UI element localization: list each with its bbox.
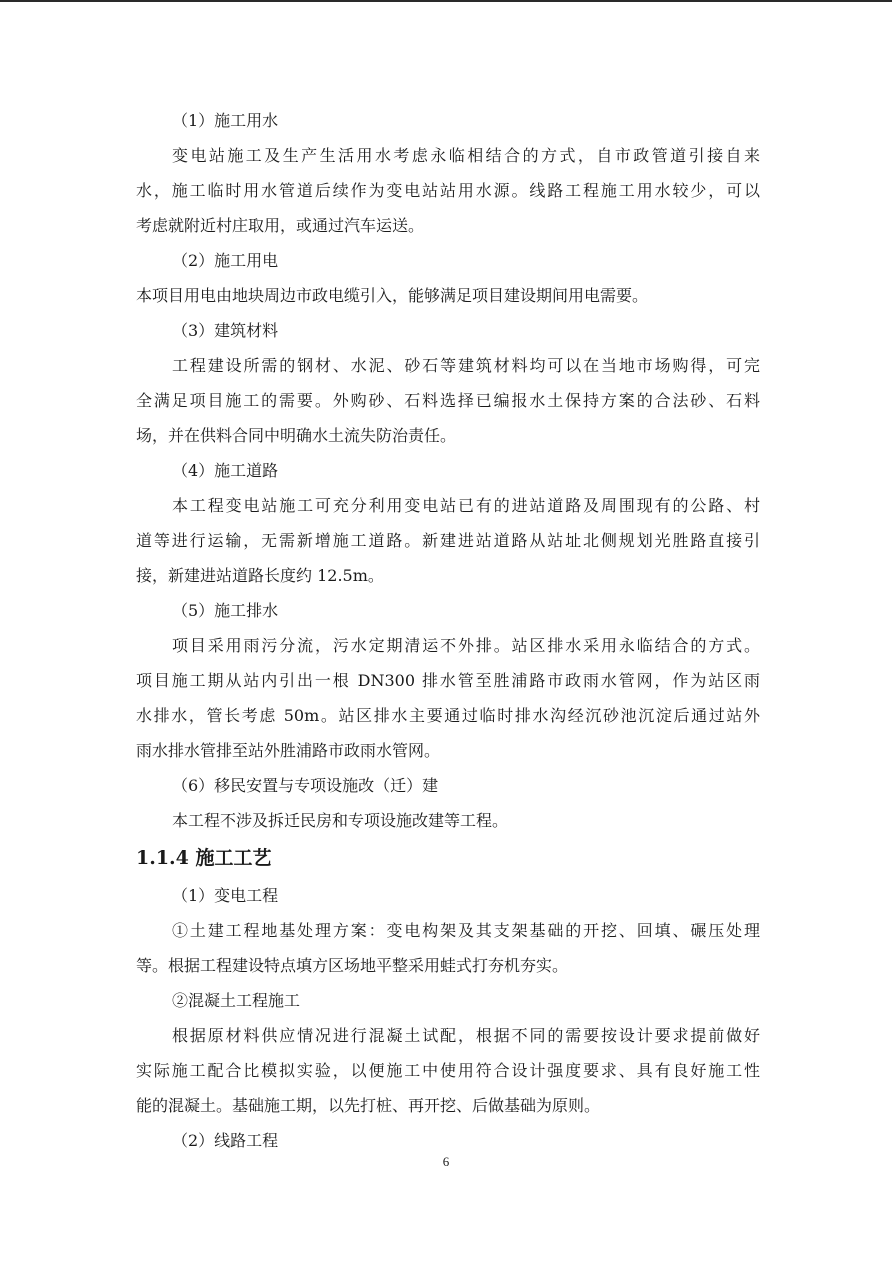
paragraph-line: 变电站施工及生产生活用水考虑永临相结合的方式，自市政管道引接自来 xyxy=(172,146,760,165)
paragraph-line: 根据原材料供应情况进行混凝土试配，根据不同的需要按设计要求提前做好 xyxy=(172,1026,760,1045)
page-number: 6 xyxy=(442,1154,450,1169)
paragraph-line: 场，并在供料合同中明确水土流失防治责任。 xyxy=(136,426,457,445)
section-title-construction-water: （1）施工用水 xyxy=(172,111,279,130)
paragraph-line: 等。根据工程建设特点填方区场地平整采用蛙式打夯机夯实。 xyxy=(136,956,569,975)
subsection-title-concrete: ②混凝土工程施工 xyxy=(172,991,301,1010)
paragraph-line: 水，施工临时用水管道后续作为变电站站用水源。线路工程施工用水较少，可以 xyxy=(136,181,760,200)
paragraph-line: 道等进行运输，无需新增施工道路。新建进站道路从站址北侧规划光胜路直接引 xyxy=(136,531,760,550)
paragraph-line: 雨水排水管排至站外胜浦路市政雨水管网。 xyxy=(136,741,441,760)
paragraph-line: 本项目用电由地块周边市政电缆引入，能够满足项目建设期间用电需要。 xyxy=(136,286,649,305)
page-top-border xyxy=(0,0,892,2)
paragraph-line: 项目采用雨污分流，污水定期清运不外排。站区排水采用永临结合的方式。 xyxy=(172,636,760,655)
paragraph-line: 本工程不涉及拆迁民房和专项设施改建等工程。 xyxy=(172,811,509,830)
paragraph-line: 实际施工配合比模拟实验，以便施工中使用符合设计强度要求、具有良好施工性 xyxy=(136,1061,760,1080)
paragraph-line: 水排水，管长考虑 50m。站区排水主要通过临时排水沟经沉砂池沉淀后通过站外 xyxy=(136,706,760,725)
paragraph-line: ①土建工程地基处理方案：变电构架及其支架基础的开挖、回填、碾压处理 xyxy=(172,921,760,940)
section-title-resettlement: （6）移民安置与专项设施改（迁）建 xyxy=(172,776,439,795)
paragraph-line: 工程建设所需的钢材、水泥、砂石等建筑材料均可以在当地市场购得，可完 xyxy=(172,356,760,375)
section-title-construction-drainage: （5）施工排水 xyxy=(172,601,279,620)
document-body xyxy=(136,103,760,1158)
paragraph-line: 考虑就附近村庄取用，或通过汽车运送。 xyxy=(136,216,425,235)
section-title-construction-power: （2）施工用电 xyxy=(172,251,279,270)
subsection-title-line-works: （2）线路工程 xyxy=(172,1131,279,1150)
paragraph-line: 能的混凝土。基础施工期，以先打桩、再开挖、后做基础为原则。 xyxy=(136,1096,601,1115)
paragraph-line: 本工程变电站施工可充分利用变电站已有的进站道路及周围现有的公路、村 xyxy=(172,496,760,515)
paragraph-line: 项目施工期从站内引出一根 DN300 排水管至胜浦路市政雨水管网，作为站区雨 xyxy=(136,671,760,690)
paragraph-line: 全满足项目施工的需要。外购砂、石料选择已编报水土保持方案的合法砂、石料 xyxy=(136,391,760,410)
heading-1-1-4: 1.1.4 施工工艺 xyxy=(136,847,272,869)
section-title-construction-road: （4）施工道路 xyxy=(172,461,279,480)
section-title-building-materials: （3）建筑材料 xyxy=(172,321,279,340)
paragraph-line: 接，新建进站道路长度约 12.5m。 xyxy=(136,566,384,585)
subsection-title-substation: （1）变电工程 xyxy=(172,886,279,905)
